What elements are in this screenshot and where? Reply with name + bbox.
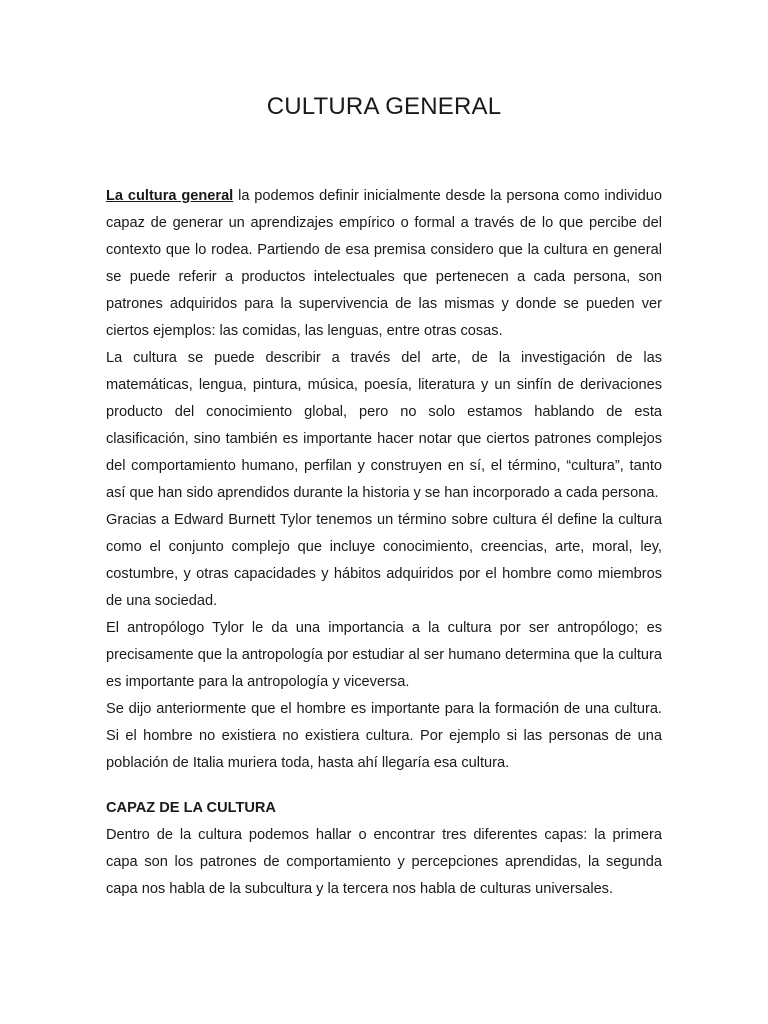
intro-paragraph xyxy=(106,183,662,345)
intro-text: la podemos definir inicialmente desde la persona como individuo capaz de generar un aprendizajes empírico o formal a través de lo que percibe del contexto que lo rodea. Partiendo de esa premisa considero que la cultura en general se puede referir a productos intelectuales que pertenecen a cada persona, son patrones adquiridos para la supervivencia de las mismas y donde se pueden ver ciertos ejemplos: las comidas, las lenguas, entre otras cosas. xyxy=(106,188,662,339)
body-paragraph-4: Se dijo anteriormente que el hombre es importante para la formación de una cultura. Si el hombre no existiera no existiera cultura. Por ejemplo si las personas de una población de Italia muriera toda, hasta ahí llegaría esa cultura. xyxy=(106,701,662,771)
document-title: CULTURA GENERAL xyxy=(266,93,502,120)
section-paragraph: Dentro de la cultura podemos hallar o encontrar tres diferentes capas: la primera capa son los patrones de comportamiento y percepciones aprendidas, la segunda capa nos habla de la subcultura y la tercera nos habla de culturas universales. xyxy=(106,827,662,897)
body-paragraph-2: Gracias a Edward Burnett Tylor tenemos un término sobre cultura él define la cultura como el conjunto complejo que incluye conocimiento, creencias, arte, moral, ley, costumbre, y otras capacidades y hábitos adquiridos por el hombre como miembros de una sociedad. xyxy=(106,512,662,609)
document-body xyxy=(106,183,662,903)
body-paragraph-3: El antropólogo Tylor le da una importancia a la cultura por ser antropólogo; es precisamente que la antropología por estudiar al ser humano determina que la cultura es importante para la antropología y viceversa. xyxy=(106,620,662,690)
section-spacer xyxy=(106,777,662,795)
intro-lead-term: La cultura general xyxy=(106,188,234,204)
body-paragraph-1: La cultura se puede describir a través del arte, de la investigación de las matemáticas, lengua, pintura, música, poesía, literatura y un sinfín de derivaciones producto del conocimiento global, pero no solo estamos hablando de esta clasificación, sino también es importante hacer notar que ciertos patrones complejos del comportamiento humano, perfilan y construyen en sí, el término, “cultura”, tanto así que han sido aprendidos durante la historia y se han incorporado a cada persona. xyxy=(106,350,662,501)
section-heading: CAPAZ DE LA CULTURA xyxy=(106,800,276,816)
